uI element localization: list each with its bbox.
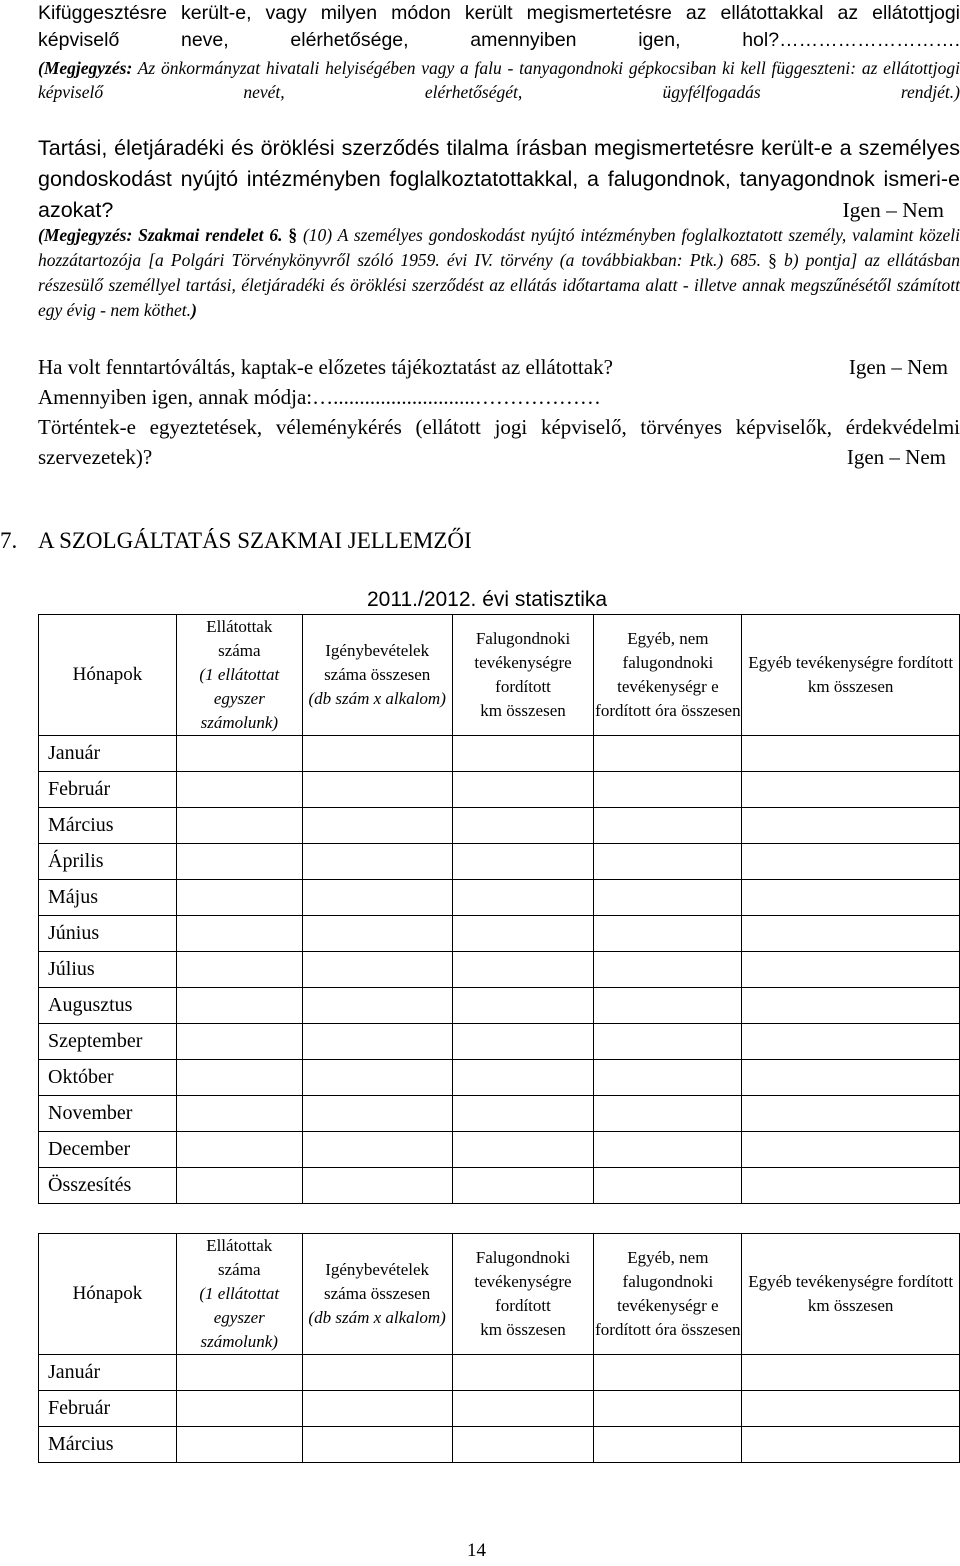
data-cell[interactable] [742,988,960,1024]
data-cell[interactable] [742,808,960,844]
data-cell[interactable] [594,1427,742,1463]
note-text-part2: b) pontja] az ellátásban részesülő személlyel tartási, életjáradéki és öröklési szerződést az ellátás időtartama alatt - illetve annak megszűnésétől számított egy évig - nem köthet. [38,250,960,320]
data-cell[interactable] [302,1355,452,1391]
data-cell[interactable] [594,1024,742,1060]
header-village-km: Falugondnoki tevékenységre fordított km összesen [452,615,594,736]
month-label: Március [39,808,177,844]
section-title: A SZOLGÁLTATÁS SZAKMAI JELLEMZŐI [38,528,472,553]
data-cell[interactable] [594,988,742,1024]
month-label: Augusztus [39,988,177,1024]
data-cell[interactable] [452,988,594,1024]
data-cell[interactable] [302,772,452,808]
data-cell[interactable] [452,1132,594,1168]
question-provider-change [38,352,948,412]
data-cell[interactable] [594,952,742,988]
table-row [39,1132,960,1168]
data-cell[interactable] [742,736,960,772]
data-cell[interactable] [594,880,742,916]
note-text: Az önkormányzat hivatali helyiségében vagy a falu - tanyagondnoki gépkocsiban ki kell függeszteni: az ellátottjogi képviselő nevét, elérhetőségét, ügyfélfogadás rendjét. [38,58,960,102]
data-cell[interactable] [452,1355,594,1391]
header-other-km: Egyéb tevékenységre fordított km összesen [742,615,960,736]
data-cell[interactable] [594,1168,742,1204]
data-cell[interactable] [176,1060,302,1096]
header-clients: Ellátottak száma (1 ellátottat egyszer számolunk) [176,1234,302,1355]
data-cell[interactable] [452,1427,594,1463]
header-usages: Igénybevételek száma összesen (db szám x alkalom) [302,1234,452,1355]
data-cell[interactable] [452,916,594,952]
data-cell[interactable] [594,1132,742,1168]
data-cell[interactable] [302,1096,452,1132]
data-cell[interactable] [302,844,452,880]
data-cell[interactable] [742,1060,960,1096]
header-other-hours: Egyéb, nem falugondnoki tevékenységr e fordított óra összesen [594,1234,742,1355]
data-cell[interactable] [452,1024,594,1060]
data-cell[interactable] [176,1096,302,1132]
data-cell[interactable] [742,952,960,988]
header-months: Hónapok [39,615,177,736]
question-row [38,352,948,382]
table-row [39,1024,960,1060]
data-cell[interactable] [594,1060,742,1096]
data-cell[interactable] [742,1096,960,1132]
data-cell[interactable] [742,1427,960,1463]
data-cell[interactable] [594,772,742,808]
table-row [39,1168,960,1204]
data-cell[interactable] [594,916,742,952]
header-other-hours: Egyéb, nem falugondnoki tevékenységr e fordított óra összesen [594,615,742,736]
section-number: 7. [0,528,18,553]
month-label: Július [39,952,177,988]
question-text: Ha volt fenntartóváltás, kaptak-e előzetes tájékoztatást az ellátottak? [38,355,613,379]
data-cell[interactable] [176,1391,302,1427]
statistics-title: 2011./2012. évi statisztika [367,588,608,611]
data-cell[interactable] [302,736,452,772]
data-cell[interactable] [302,1427,452,1463]
question-text: Tartási, életjáradéki és öröklési szerződés tilalma írásban megismertetésre került-e a személyes gondoskodást nyújtó intézményben foglalkoztatottakkal, a falugondnok, tanyagondnok ismeri-e azokat? [38,136,960,222]
data-cell[interactable] [176,772,302,808]
data-cell[interactable] [176,1355,302,1391]
followup-line[interactable]: Amennyiben igen, annak módja:…...........................……………… [38,385,601,409]
data-cell[interactable] [176,736,302,772]
question-text: Történtek-e egyeztetések, véleménykérés (ellátott jogi képviselő, törvényes képviselők, érdekvédelmi szervezetek)? [38,415,960,469]
data-cell[interactable] [594,844,742,880]
data-cell[interactable] [742,772,960,808]
data-cell[interactable] [302,808,452,844]
data-cell[interactable] [452,952,594,988]
month-label: December [39,1132,177,1168]
data-cell[interactable] [594,736,742,772]
header-usages: Igénybevételek száma összesen (db szám x alkalom) [302,615,452,736]
data-cell[interactable] [302,1168,452,1204]
data-cell[interactable] [176,808,302,844]
data-cell[interactable] [742,1391,960,1427]
table-row [39,1427,960,1463]
data-cell[interactable] [742,880,960,916]
data-cell[interactable] [176,988,302,1024]
section-heading [0,528,472,554]
data-cell[interactable] [594,1391,742,1427]
data-cell[interactable] [176,1024,302,1060]
header-village-km: Falugondnoki tevékenységre fordított km összesen [452,1234,594,1355]
data-cell[interactable] [176,916,302,952]
question-text-wrap [38,412,960,472]
data-cell[interactable] [452,772,594,808]
data-cell[interactable] [302,916,452,952]
table-row [39,916,960,952]
data-cell[interactable] [452,1168,594,1204]
table-row [39,988,960,1024]
data-cell[interactable] [742,1168,960,1204]
note-label: (Megjegyzés: [38,58,133,78]
note-ombudsman-posting [38,56,960,104]
table-row [39,1355,960,1391]
data-cell[interactable] [742,1024,960,1060]
data-cell[interactable] [302,880,452,916]
note-label: (Megjegyzés: Szakmai rendelet 6. [38,225,283,245]
month-label: Szeptember [39,1024,177,1060]
month-label: November [39,1096,177,1132]
data-cell[interactable] [742,916,960,952]
note-close: ) [954,82,960,102]
data-cell[interactable] [176,1132,302,1168]
data-cell[interactable] [742,1355,960,1391]
header-row [39,1234,960,1355]
month-label: Június [39,916,177,952]
question-text-block [38,133,960,226]
note-close: ) [191,300,197,320]
data-cell[interactable] [176,952,302,988]
table-row [39,1096,960,1132]
data-cell[interactable] [302,988,452,1024]
data-cell[interactable] [594,808,742,844]
yes-no-answer[interactable]: Igen – Nem [848,355,948,379]
data-cell[interactable] [452,808,594,844]
page-number: 14 [467,1540,486,1561]
table-row [39,772,960,808]
header-months: Hónapok [39,1234,177,1355]
data-cell[interactable] [176,844,302,880]
data-cell[interactable] [452,736,594,772]
data-cell[interactable] [176,1168,302,1204]
data-cell[interactable] [302,1132,452,1168]
question-consultations-text [38,412,960,472]
table-row [39,1391,960,1427]
header-clients: Ellátottak száma (1 ellátottat egyszer számolunk) [176,615,302,736]
month-label: Összesítés [39,1168,177,1204]
data-cell[interactable] [452,1096,594,1132]
data-cell[interactable] [176,1427,302,1463]
month-label: Január [39,736,177,772]
month-label: Április [39,844,177,880]
data-cell[interactable] [594,1355,742,1391]
month-label: Február [39,1391,177,1427]
yes-no-answer[interactable]: Igen – Nem [842,198,944,222]
data-cell[interactable] [594,1096,742,1132]
note-contract-prohibition [38,223,960,323]
data-cell[interactable] [176,880,302,916]
data-cell[interactable] [302,952,452,988]
table-row [39,1060,960,1096]
data-cell[interactable] [452,844,594,880]
section-sign-2: § [760,250,777,270]
month-label: Január [39,1355,177,1391]
section-sign: § [282,225,298,245]
table-row [39,808,960,844]
question-ombudsman-posting [38,0,960,54]
yes-no-answer[interactable]: Igen – Nem [846,445,946,469]
table-row [39,736,960,772]
question-contract-prohibition [38,133,960,226]
data-cell[interactable] [302,1024,452,1060]
month-label: Március [39,1427,177,1463]
statistics-table-1 [38,614,960,1204]
data-cell[interactable] [302,1060,452,1096]
question-text: Kifüggesztésre került-e, vagy milyen módon került megismertetésre az ellátottakkal az ellátottjogi képviselő neve, elérhetősége, amennyiben igen, hol?………………………. [38,2,960,51]
data-cell[interactable] [742,844,960,880]
month-label: Május [39,880,177,916]
data-cell[interactable] [452,1060,594,1096]
data-cell[interactable] [742,1132,960,1168]
data-cell[interactable] [302,1391,452,1427]
table-row [39,844,960,880]
table-row [39,952,960,988]
note-text-part1: (10) A személyes gondoskodást nyújtó intézményben foglalkoztatott személy, valamint közeli hozzátartozója [a Polgári Törvénykönyvről szóló 1959. évi IV. törvény (a továbbiakban: Ptk.) 685. [38,225,960,270]
statistics-table-2 [38,1233,960,1463]
month-label: Október [39,1060,177,1096]
month-label: Február [39,772,177,808]
header-other-km: Egyéb tevékenységre fordított km összesen [742,1234,960,1355]
data-cell[interactable] [452,1391,594,1427]
header-row [39,615,960,736]
table-row [39,880,960,916]
data-cell[interactable] [452,880,594,916]
